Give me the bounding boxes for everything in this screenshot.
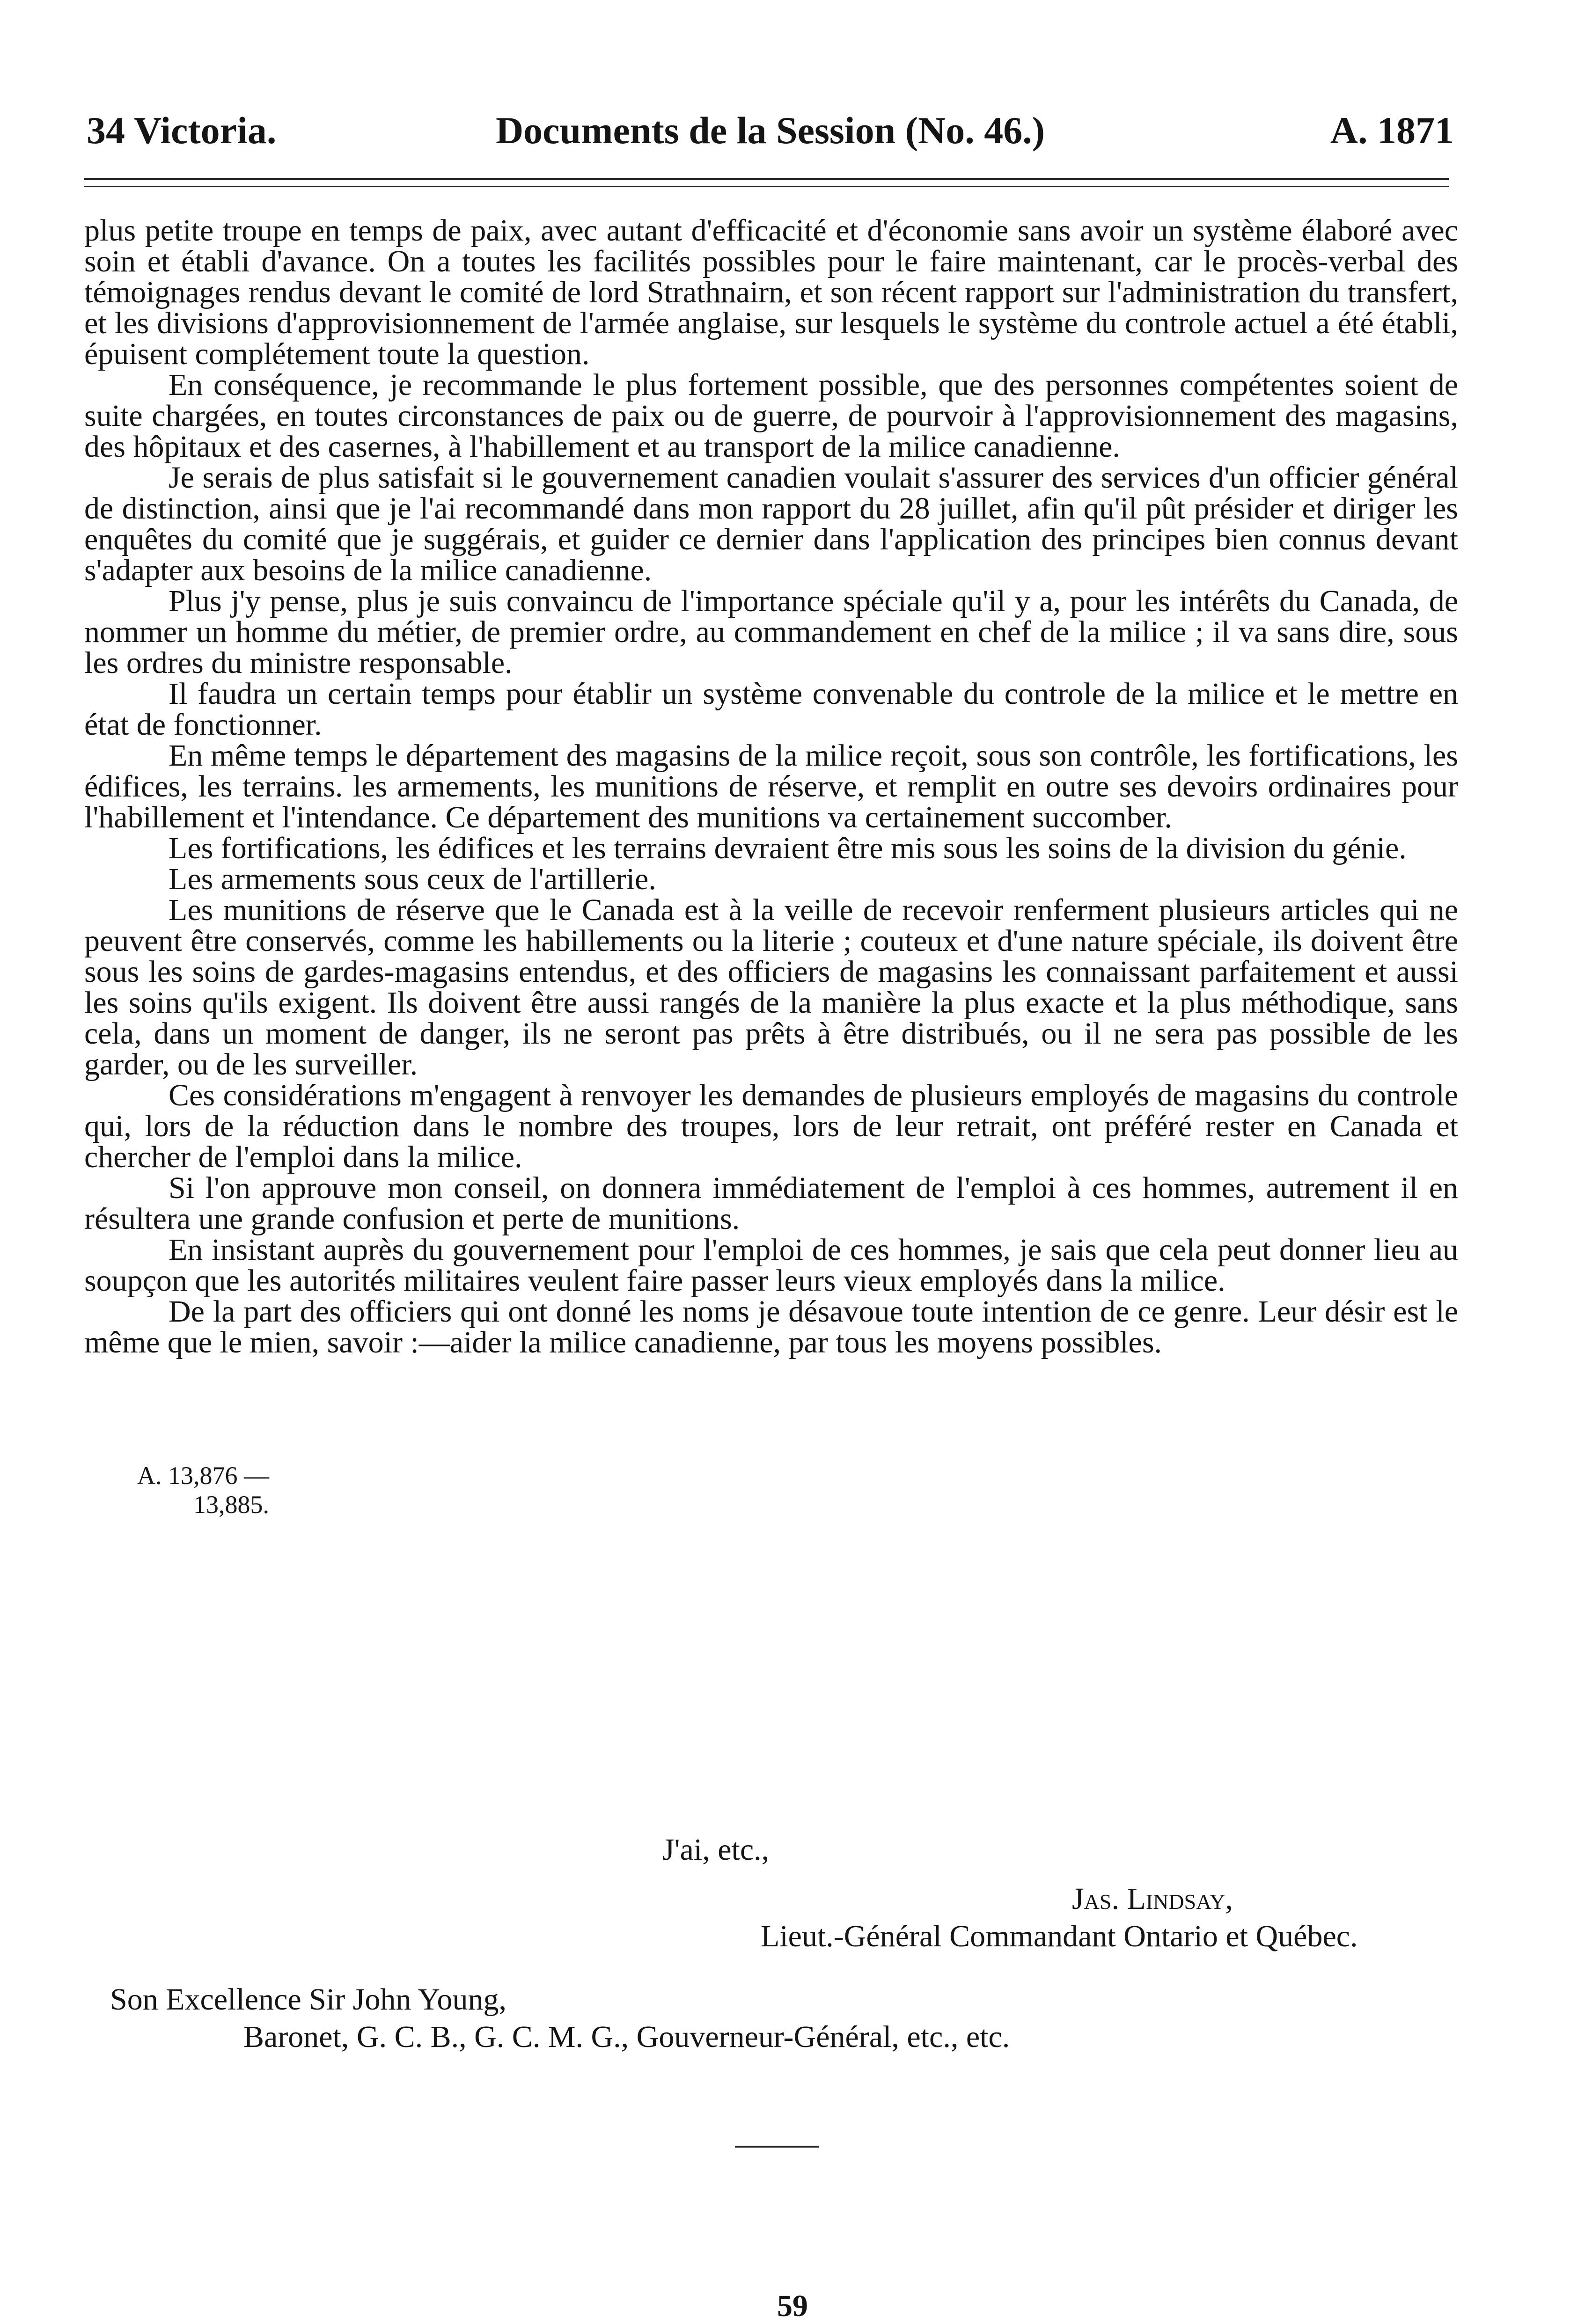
signature-name: Jas. Lindsay,: [1072, 1882, 1233, 1916]
paragraph-7: Les fortifications, les édifices et les terrains devraient être mis sous les soins de la division du génie.: [169, 831, 1407, 865]
header-year: A. 1871: [1330, 109, 1454, 152]
paragraph-10: Ces considérations m'engagent à renvoyer les demandes de plusieurs employés de magasins du controle qui, lors de la réduction dans le nombre des troupes, lors de leur retrait, ont préféré rester en Canada et chercher de l'emploi dans la milice.: [84, 1078, 1458, 1174]
header-volume: 34 Victoria.: [87, 109, 277, 152]
signature-title: Lieut.-Général Commandant Ontario et Québec.: [761, 1919, 1358, 1953]
paragraph-3: Je serais de plus satisfait si le gouvernement canadien voulait s'assurer des services d'un officier général de distinction, ainsi que je l'ai recommandé dans mon rapport du 28 juillet, afin qu'il pût présider et diriger les enquêtes du comité que je suggérais, et guider ce dernier dans l'application des principes bien connus devant s'adapter aux besoins de la milice canadienne.: [84, 460, 1458, 587]
paragraph-6: En même temps le département des magasins de la milice reçoit, sous son contrôle, les fortifications, les édifices, les terrains. les armements, les munitions de réserve, et remplit en outre ses devoirs ordinaires pour l'habillement et l'intendance. Ce département des munitions va certainement succomber.: [84, 738, 1458, 834]
paragraph-12: En insistant auprès du gouvernement pour l'emploi de ces hommes, je sais que cela peut donner lieu au soupçon que les autorités militaires veulent faire passer leurs vieux employés dans la milice.: [84, 1233, 1458, 1298]
header-rule: [84, 178, 1449, 187]
paragraph-9: Les munitions de réserve que le Canada est à la veille de recevoir renferment plusieurs articles qui ne peuvent être conservés, comme les habillements ou la literie ; couteux et d'une nature spéciale, ils doivent être sous les soins de gardes-magasins entendus, et des officiers de magasins les connaissant parfaitement et aussi les soins qu'ils exigent. Ils doivent être aussi rangés de la manière la plus exacte et la plus méthodique, sans cela, dans un moment de danger, ils ne seront pas prêts à être distribués, ou il ne sera pas possible de les garder, ou de les surveiller.: [84, 893, 1458, 1082]
footer-rule: [735, 2146, 819, 2148]
addressee-line-2: Baronet, G. C. B., G. C. M. G., Gouverneur-Général, etc., etc.: [243, 2020, 1010, 2054]
paragraph-2: En conséquence, je recommande le plus fortement possible, que des personnes compétentes soient de suite chargées, en toutes circonstances de paix ou de guerre, de pourvoir à l'approvisionnement des magasins, des hôpitaux et des casernes, à l'habillement et au transport de la milice canadienne.: [84, 368, 1458, 464]
margin-reference-line-2: 13,885.: [193, 1491, 269, 1519]
header-session: Documents de la Session (No. 46.): [495, 109, 1045, 152]
letter-body: [84, 215, 1458, 1358]
paragraph-5: Il faudra un certain temps pour établir un système convenable du controle de la milice et le mettre en état de fonctionner.: [84, 677, 1458, 742]
paragraph-1: plus petite troupe en temps de paix, avec autant d'efficacité et d'économie sans avoir un système élaboré avec soin et établi d'avance. On a toutes les facilités possibles pour le faire maintenant, car le procès-verbal des témoignages rendus devant le comité de lord Strathnairn, et son récent rapport sur l'administration du transfert, et les divisions d'approvisionnement de l'armée anglaise, sur lesquels le système du controle actuel a été établi, épuisent complétement toute la question.: [84, 213, 1458, 371]
margin-reference-line-1: A. 13,876 —: [137, 1462, 269, 1490]
running-header: [87, 109, 1454, 160]
paragraph-13: De la part des officiers qui ont donné les noms je désavoue toute intention de ce genre. Leur désir est le même que le mien, savoir :—aider la milice canadienne, par tous les moyens possibles.: [84, 1294, 1458, 1359]
paragraph-8: Les armements sous ceux de l'artillerie.: [169, 862, 656, 896]
paragraph-11: Si l'on approuve mon conseil, on donnera immédiatement de l'emploi à ces hommes, autrement il en résultera une grande confusion et perte de munitions.: [84, 1171, 1458, 1236]
paragraph-4: Plus j'y pense, plus je suis convaincu de l'importance spéciale qu'il y a, pour les intérêts du Canada, de nommer un homme du métier, de premier ordre, au commandement en chef de la milice ; il va sans dire, sous les ordres du ministre responsable.: [84, 584, 1458, 680]
margin-reference: [101, 1461, 269, 1519]
addressee-line-1: Son Excellence Sir John Young,: [110, 1982, 506, 2017]
page-number: 59: [777, 2289, 808, 2323]
closing-salutation: J'ai, etc.,: [662, 1833, 770, 1867]
